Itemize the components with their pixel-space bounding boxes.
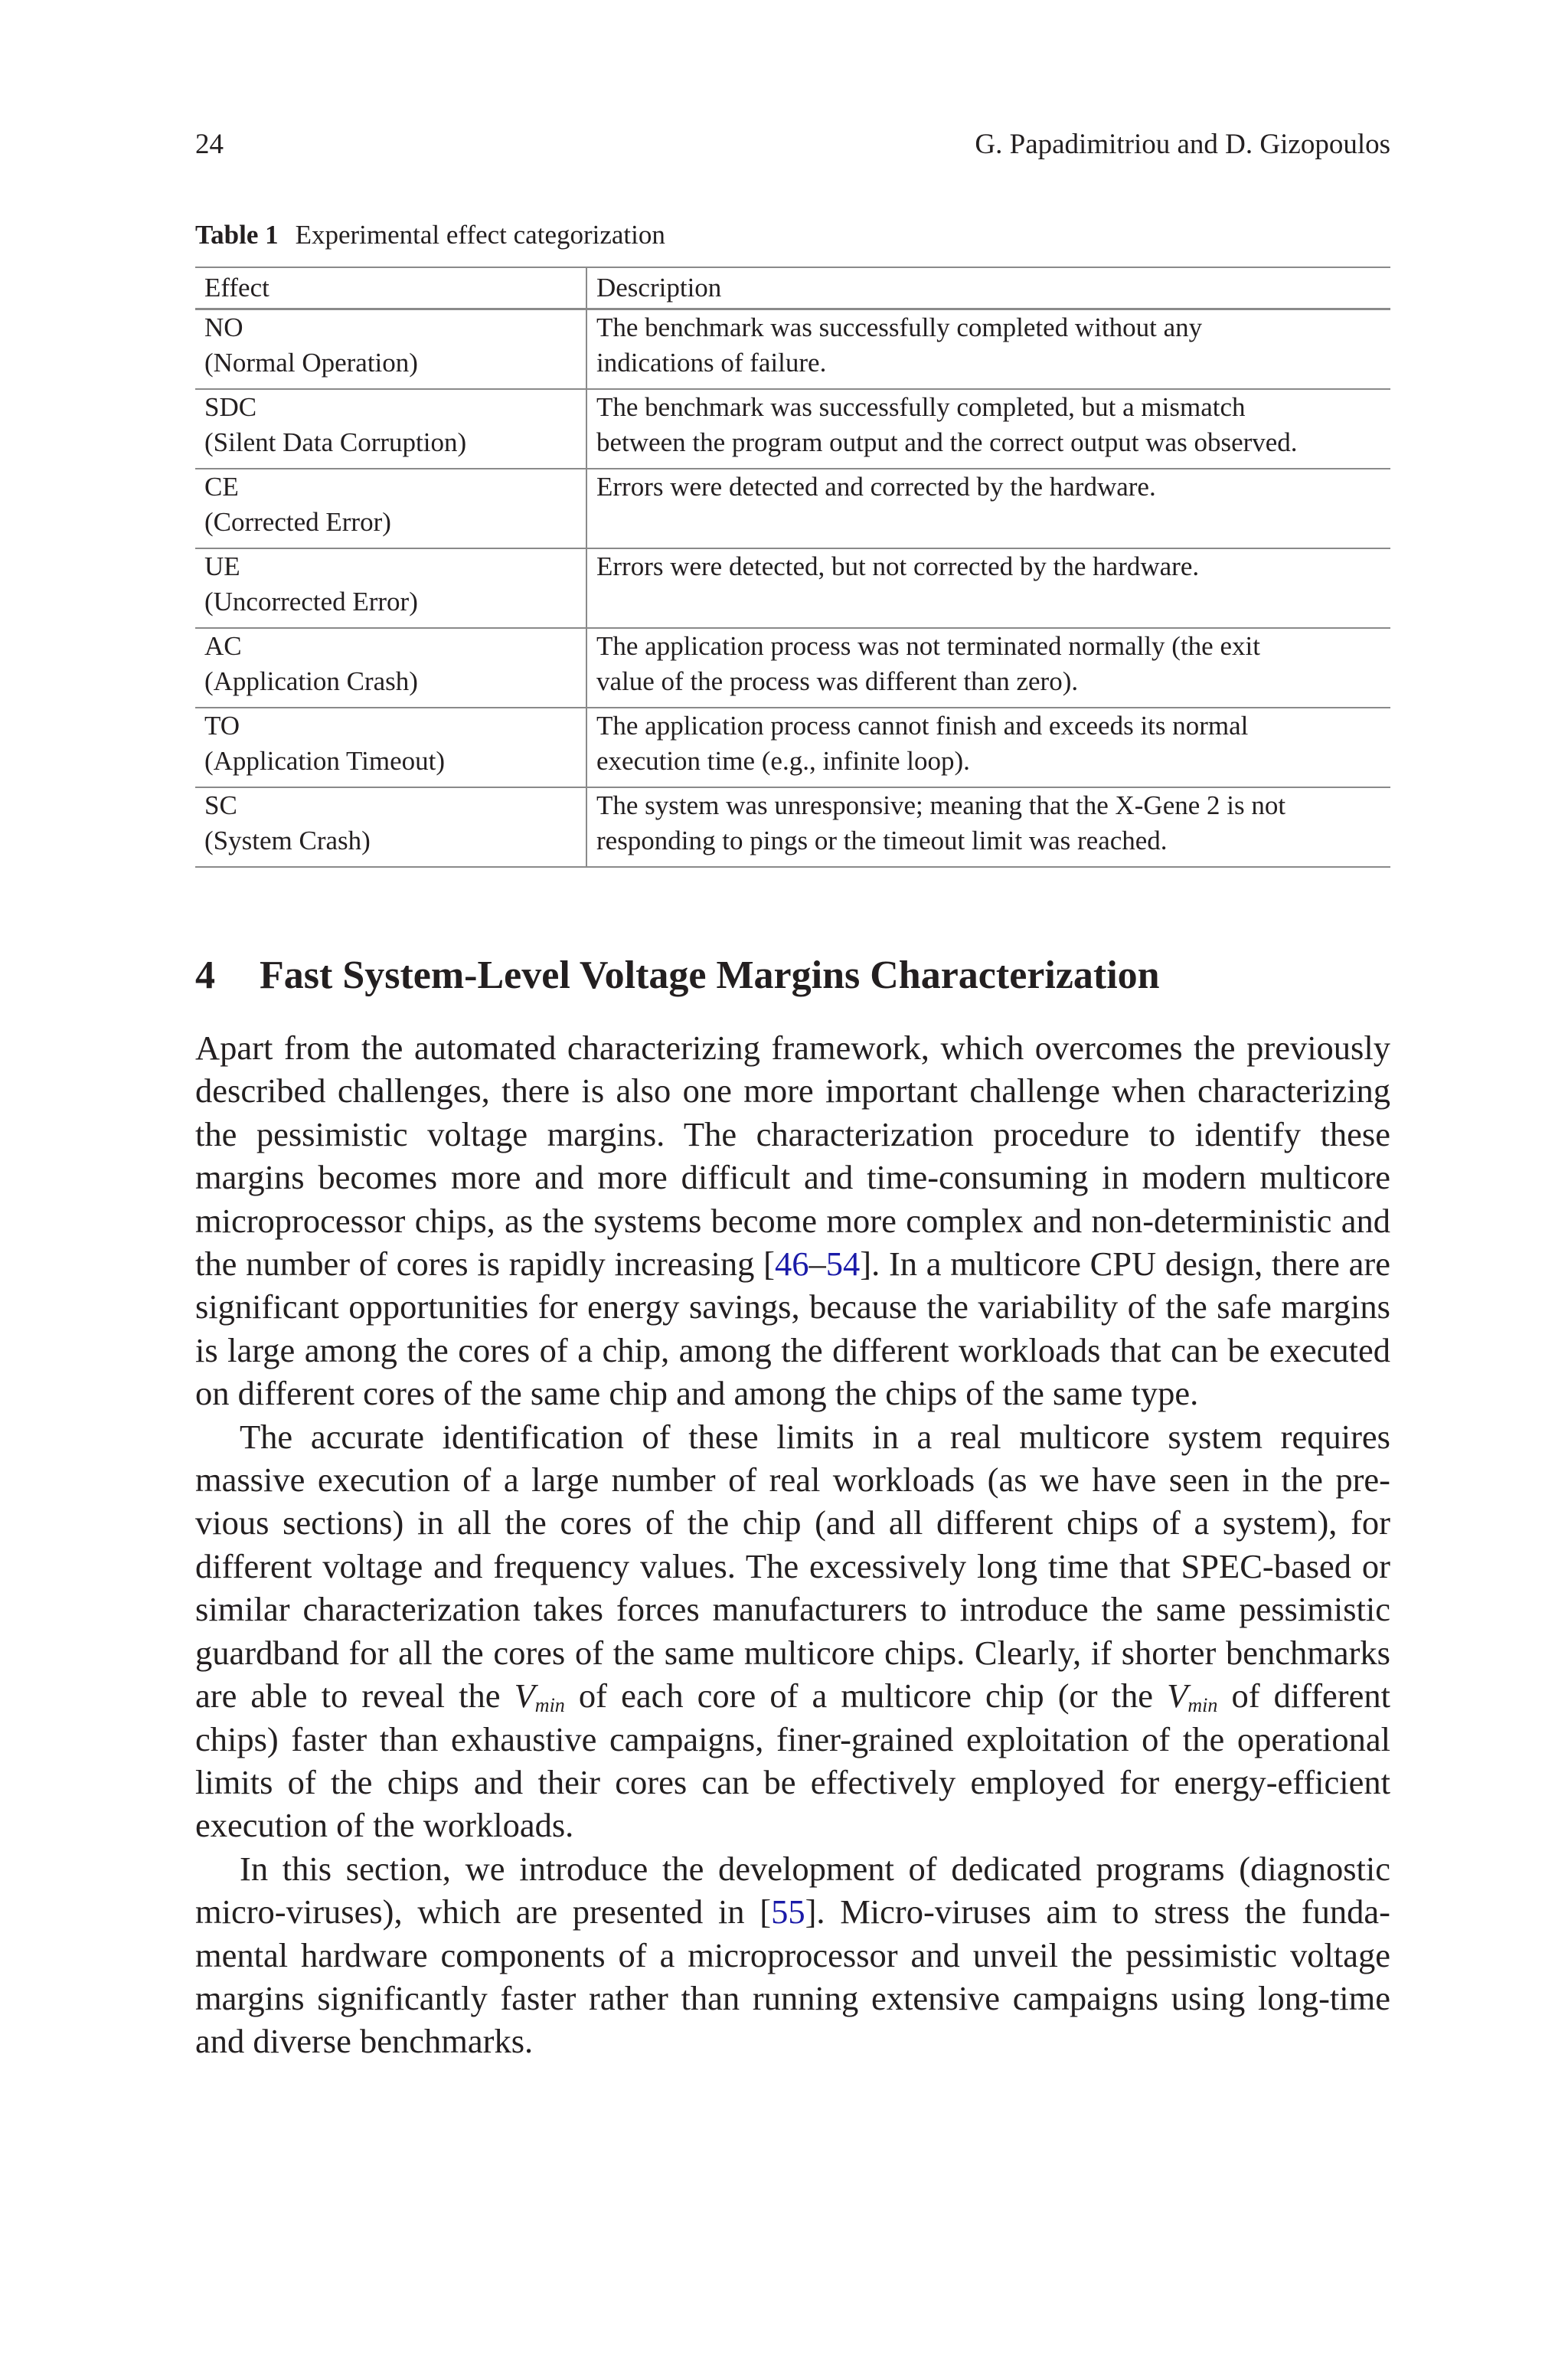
section-title: Fast System-Level Voltage Margins Characterization bbox=[260, 953, 1160, 998]
table-header-row bbox=[195, 267, 1390, 309]
effect-name: (Normal Operation) bbox=[204, 348, 418, 378]
description-line: The system was unresponsive; meaning that the X-Gene 2 is not bbox=[596, 790, 1286, 820]
description-cell bbox=[586, 548, 1390, 628]
paragraph-text: ]. Micro-viruses aim to stress the fundamental hardware components of a microprocessor and unveil the pessimistic voltage margins significantly faster rather than running extensive campaigns using long-time and diverse benchmarks. bbox=[195, 1892, 1390, 2061]
effect-code: UE bbox=[204, 551, 240, 581]
description-line: The benchmark was successfully completed, but a mismatch bbox=[596, 392, 1246, 422]
table-row bbox=[195, 708, 1390, 787]
effect-code: TO bbox=[204, 711, 240, 741]
table-caption-label: Table 1 bbox=[195, 220, 279, 250]
description-line: responding to pings or the timeout limit was reached. bbox=[596, 826, 1168, 855]
effect-code: NO bbox=[204, 312, 243, 342]
description-line: The benchmark was successfully completed without any bbox=[596, 312, 1203, 342]
paragraph-2 bbox=[195, 1415, 1390, 1847]
description-line: execution time (e.g., infinite loop). bbox=[596, 746, 970, 776]
table-row bbox=[195, 389, 1390, 469]
column-header-description: Description bbox=[586, 267, 1390, 309]
table-row bbox=[195, 309, 1390, 390]
effect-name: (Corrected Error) bbox=[204, 507, 391, 537]
description-line: The application process was not terminated normally (the exit bbox=[596, 631, 1260, 661]
description-cell bbox=[586, 389, 1390, 469]
paragraph-text: Apart from the automated characterizing framework, which overcomes the previously described challenges, there is also one more important challenge when characterizing the pessimistic voltage margins. The characterization procedure to identify these margins becomes more and more difficult and time-consuming in modern multicore microprocessor chips, as the systems become more complex and non-deterministic and the number of cores is rapidly increasing [ bbox=[195, 1029, 1390, 1284]
description-cell bbox=[586, 708, 1390, 787]
description-line: Errors were detected, but not corrected by the hardware. bbox=[596, 551, 1200, 581]
paragraph-text: of different chips) faster than exhaustive campaigns, finer-grained exploitation of the operational limits of the chips and their cores can be effectively employed for energy-efficient execution of the workloads. bbox=[195, 1676, 1390, 1845]
table-caption-text: Experimental effect categorization bbox=[295, 220, 665, 250]
effect-code: AC bbox=[204, 631, 242, 661]
column-header-effect: Effect bbox=[195, 267, 586, 309]
description-line: Errors were detected and corrected by the hardware. bbox=[596, 472, 1156, 502]
description-line: between the program output and the correct output was observed. bbox=[596, 427, 1298, 457]
effect-code: SDC bbox=[204, 392, 257, 422]
effect-cell bbox=[195, 787, 586, 867]
effect-code: SC bbox=[204, 790, 237, 820]
citation-link[interactable]: 54 bbox=[825, 1245, 861, 1284]
running-head-authors: G. Papadimitriou and D. Gizopoulos bbox=[975, 129, 1390, 160]
effect-name: (System Crash) bbox=[204, 826, 371, 855]
effect-cell bbox=[195, 708, 586, 787]
paragraph-text: In this section, we introduce the development of dedicated programs (diagnostic micro-viruses), which are presented in [ bbox=[195, 1849, 1390, 1932]
citation-link[interactable]: 46 bbox=[775, 1245, 809, 1284]
vmin-symbol: $V_{min}$ bbox=[514, 1676, 565, 1717]
page-number: 24 bbox=[195, 129, 224, 160]
description-cell bbox=[586, 628, 1390, 708]
paragraph-text: The accurate identification of these limits in a real multicore system requires massive execution of a large number of real workloads (as we have seen in the previous sections) in all the cores of the chip (and all different chips of a system), for different voltage and frequency values. The excessively long time that SPEC-based or similar characterization takes forces manufacturers to introduce the same pessimistic guardband for all the cores of the same multicore chips. Clearly, if shorter benchmarks are able to reveal the bbox=[195, 1417, 1390, 1716]
description-cell bbox=[586, 309, 1390, 390]
effect-cell bbox=[195, 469, 586, 548]
section-number: 4 bbox=[195, 953, 215, 998]
citation-range-dash: – bbox=[808, 1245, 826, 1284]
vmin-symbol: $V_{min}$ bbox=[1167, 1676, 1218, 1717]
section-heading bbox=[195, 949, 1160, 1003]
paragraph-text: of each core of a multicore chip (or the bbox=[564, 1676, 1168, 1716]
description-line: The application process cannot finish and exceeds its normal bbox=[596, 711, 1249, 741]
table-caption bbox=[195, 218, 665, 253]
effect-name: (Silent Data Corruption) bbox=[204, 427, 467, 457]
citation-link[interactable]: 55 bbox=[771, 1892, 805, 1932]
effect-cell bbox=[195, 548, 586, 628]
effects-table bbox=[195, 267, 1390, 868]
description-line: value of the process was different than zero). bbox=[596, 666, 1079, 696]
effect-name: (Application Timeout) bbox=[204, 746, 446, 776]
paragraph-1 bbox=[195, 1026, 1390, 1415]
effect-cell bbox=[195, 309, 586, 390]
effect-code: CE bbox=[204, 472, 239, 502]
effect-cell bbox=[195, 389, 586, 469]
body-text bbox=[195, 1026, 1390, 2063]
effect-cell bbox=[195, 628, 586, 708]
table-row bbox=[195, 787, 1390, 867]
description-cell bbox=[586, 787, 1390, 867]
paragraph-text: ]. In a multicore CPU design, there are significant opportunities for energy savings, because the variability of the safe margins is large among the cores of a chip, among the different workloads that can be executed on different cores of the same chip and among the chips of the same type. bbox=[195, 1245, 1390, 1413]
paragraph-3 bbox=[195, 1847, 1390, 2063]
effect-name: (Uncorrected Error) bbox=[204, 587, 418, 617]
effect-name: (Application Crash) bbox=[204, 666, 418, 696]
description-cell bbox=[586, 469, 1390, 548]
description-line: indications of failure. bbox=[596, 348, 827, 378]
table-row bbox=[195, 628, 1390, 708]
table-row bbox=[195, 469, 1390, 548]
table-row bbox=[195, 548, 1390, 628]
